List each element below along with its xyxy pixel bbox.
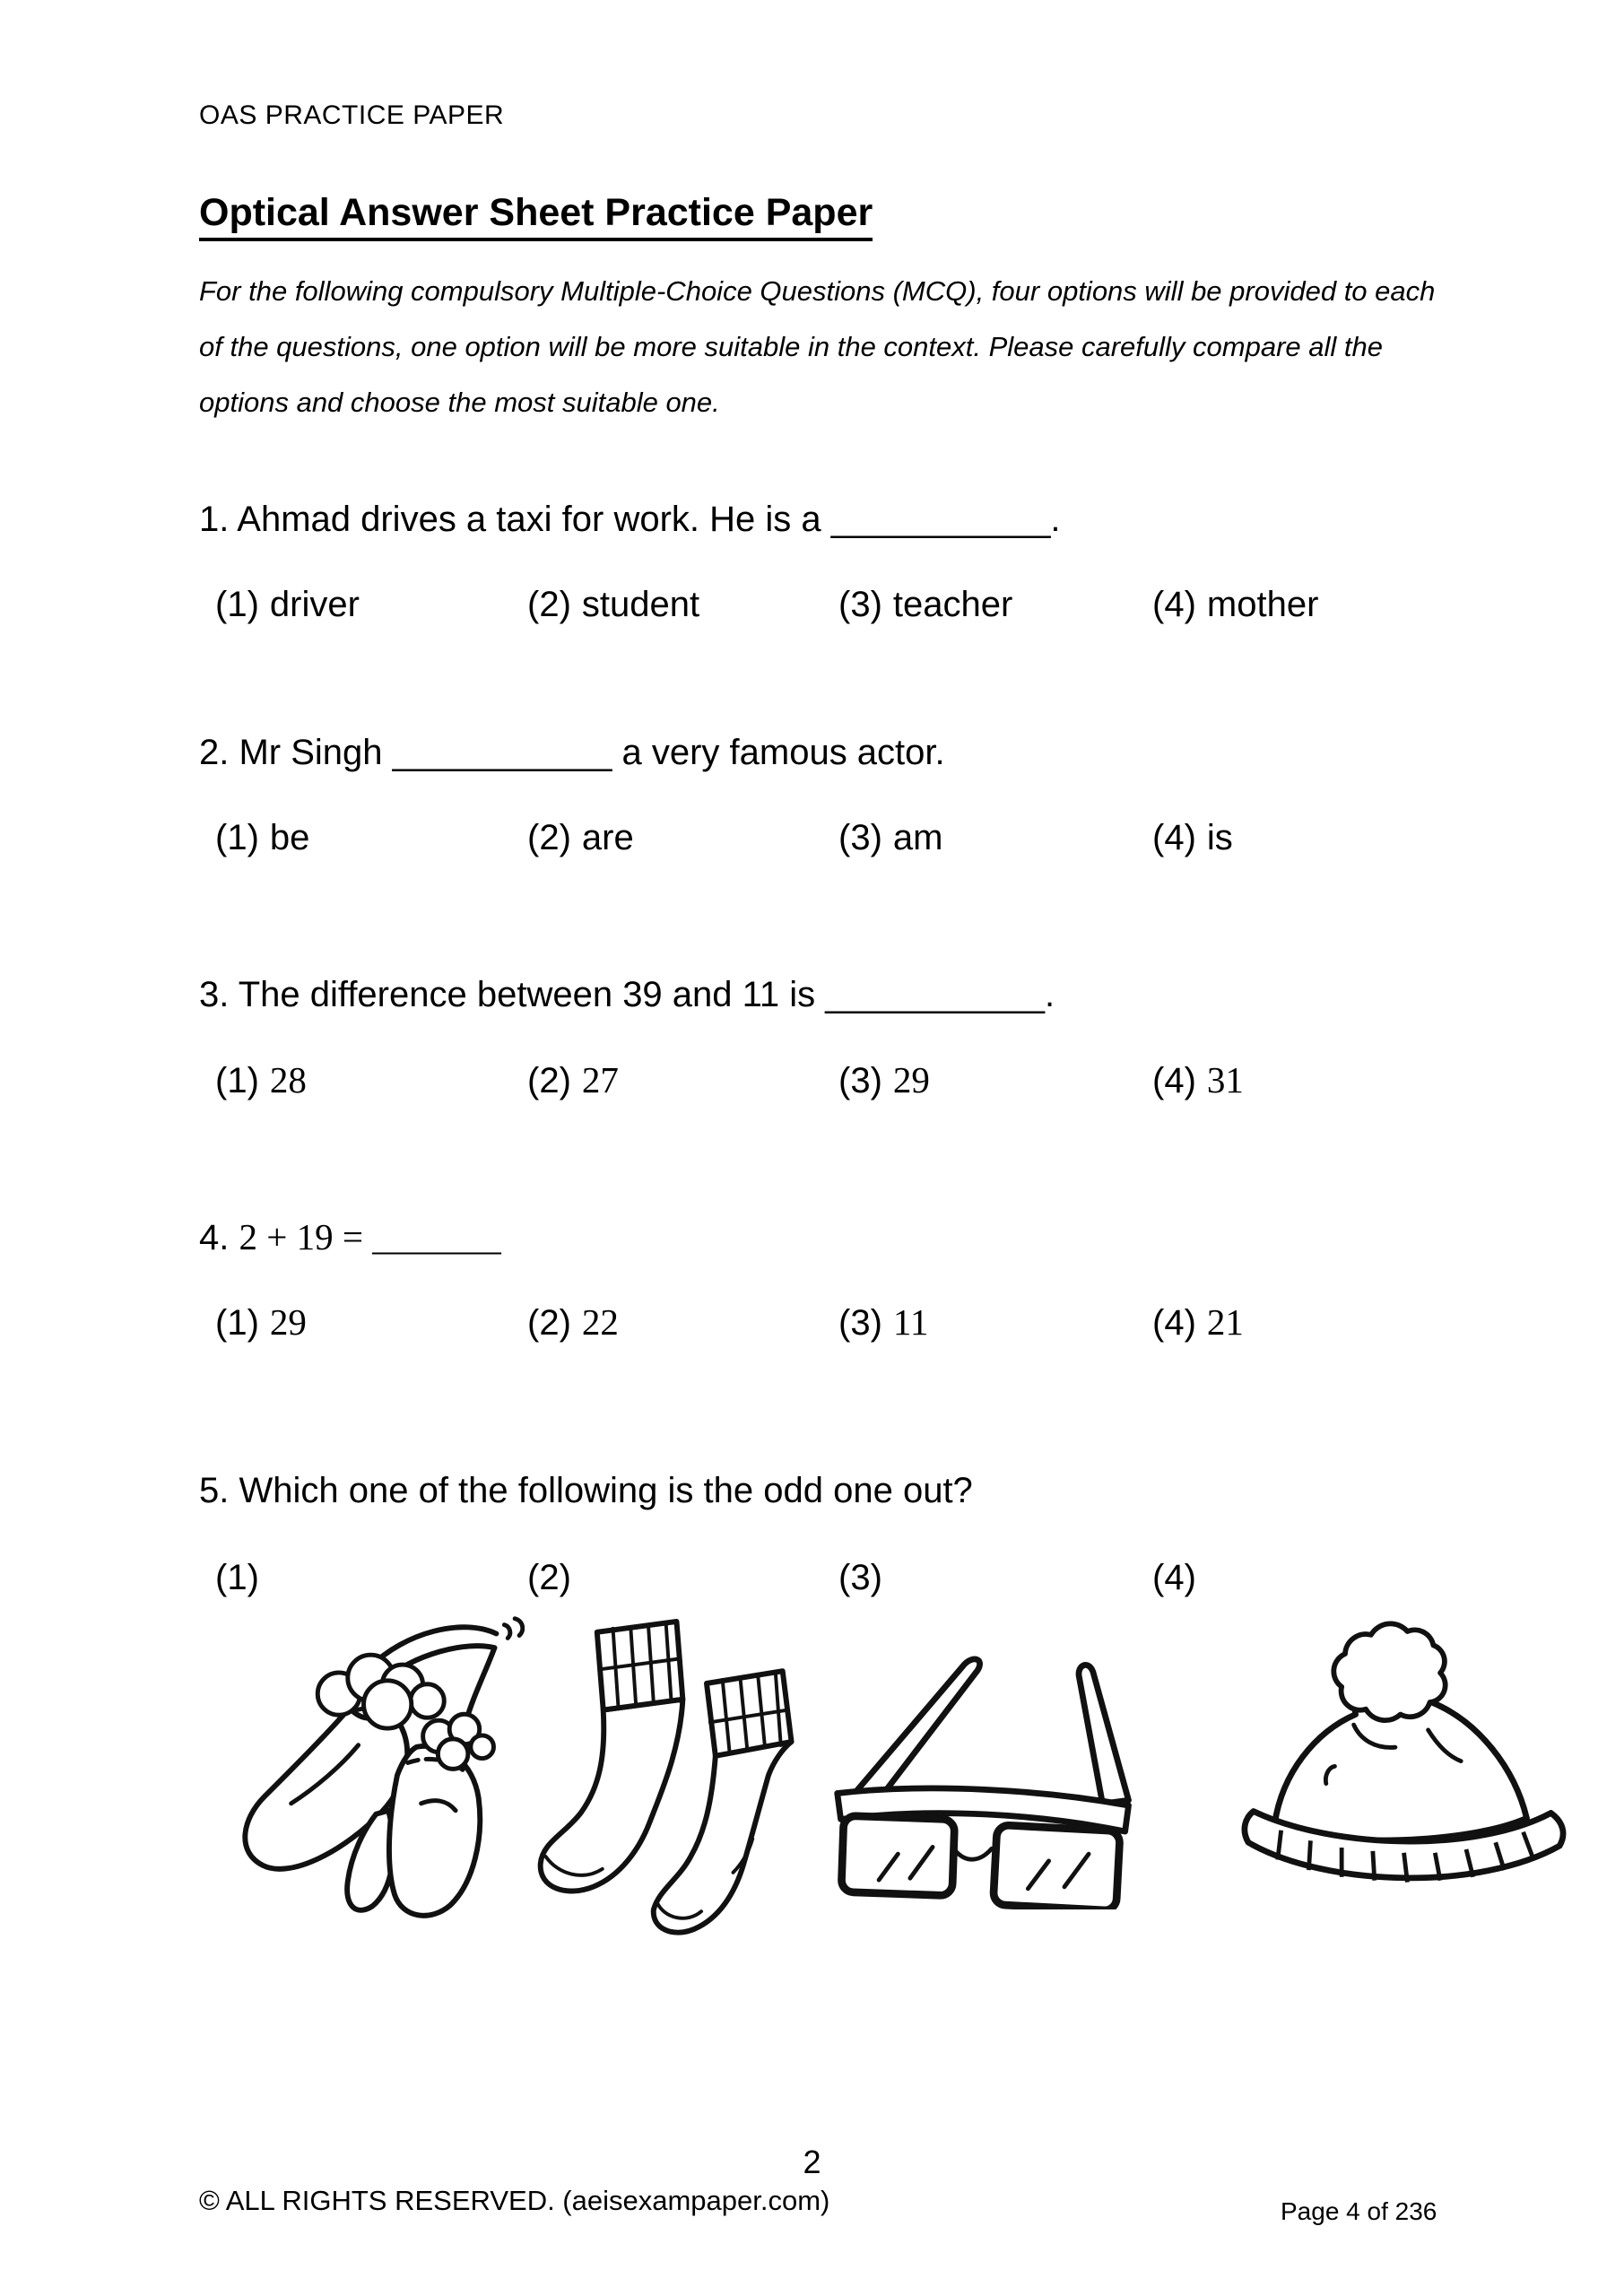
question-4-option-2: (2) 22 [527,1301,619,1343]
question-5-options [215,1558,1196,1598]
question-1-option-3: (3) teacher [838,585,1013,624]
intro-paragraph [199,264,1435,430]
question-text: Mr Singh ___________ a very famous actor. [239,733,945,772]
question-2-options [215,818,1233,858]
copyright-notice: © ALL RIGHTS RESERVED. (aeisexampaper.com) [199,2185,830,2216]
intro-line: For the following compulsory Multiple-Choice Questions (MCQ), four options will be provided to each [199,275,1436,307]
question-5 [199,1471,973,1511]
page-number: 2 [803,2144,821,2180]
question-3-option-2: (2) 27 [527,1059,619,1100]
question-2-option-1: (1) be [215,818,310,857]
question-3-option-3: (3) 29 [838,1059,930,1100]
question-number: 4. [199,1218,230,1257]
question-1-option-4: (4) mother [1152,585,1319,624]
question-number: 3. [199,975,230,1014]
question-text: Ahmad drives a taxi for work. He is a ___________. [237,500,1061,539]
question-1-options [215,585,1318,625]
question-1 [199,500,1061,540]
intro-line: options and choose the most suitable one. [199,387,720,418]
question-2-option-2: (2) are [527,818,634,857]
page-title: Optical Answer Sheet Practice Paper [199,191,873,241]
intro-line: of the questions, one option will be more suitable in the context. Please carefully compare all the [199,331,1383,362]
question-number: 5. [199,1471,230,1510]
question-2-option-3: (3) am [838,818,943,857]
page-count-label: Page 4 of 236 [1281,2197,1437,2225]
question-3-options [215,1058,1244,1101]
question-5-option-1: (1) [215,1558,259,1597]
question-3-option-4: (4) 31 [1152,1059,1244,1100]
question-5-option-4: (4) [1152,1558,1196,1597]
question-4-option-3: (3) 11 [838,1301,929,1343]
question-text: 2 + 19 = _______ [239,1216,501,1257]
beanie-hat-image [1224,1604,1587,1924]
question-4 [199,1215,501,1258]
question-4-options [215,1300,1244,1344]
question-5-option-2: (2) [527,1558,571,1597]
question-4-option-1: (1) 29 [215,1301,307,1343]
question-text: Which one of the following is the odd one out? [239,1471,973,1510]
question-2-option-4: (4) is [1152,818,1233,857]
question-3-option-1: (1) 28 [215,1059,307,1100]
question-number: 2. [199,733,230,772]
question-5-images [206,1598,1587,1944]
question-2 [199,733,945,773]
question-text: The difference between 39 and 11 is ___________. [238,975,1055,1014]
eyeglasses-image [825,1623,1224,1909]
question-3 [199,975,1055,1015]
socks-image [525,1598,825,1944]
page-title-wrap [199,191,873,241]
document-header: OAS PRACTICE PAPER [199,100,505,130]
question-5-option-3: (3) [838,1558,882,1597]
question-1-option-2: (2) student [527,585,700,624]
question-1-option-1: (1) driver [215,585,360,624]
mittens-image [206,1598,525,1926]
question-4-option-4: (4) 21 [1152,1301,1244,1343]
question-number: 1. [199,500,230,539]
